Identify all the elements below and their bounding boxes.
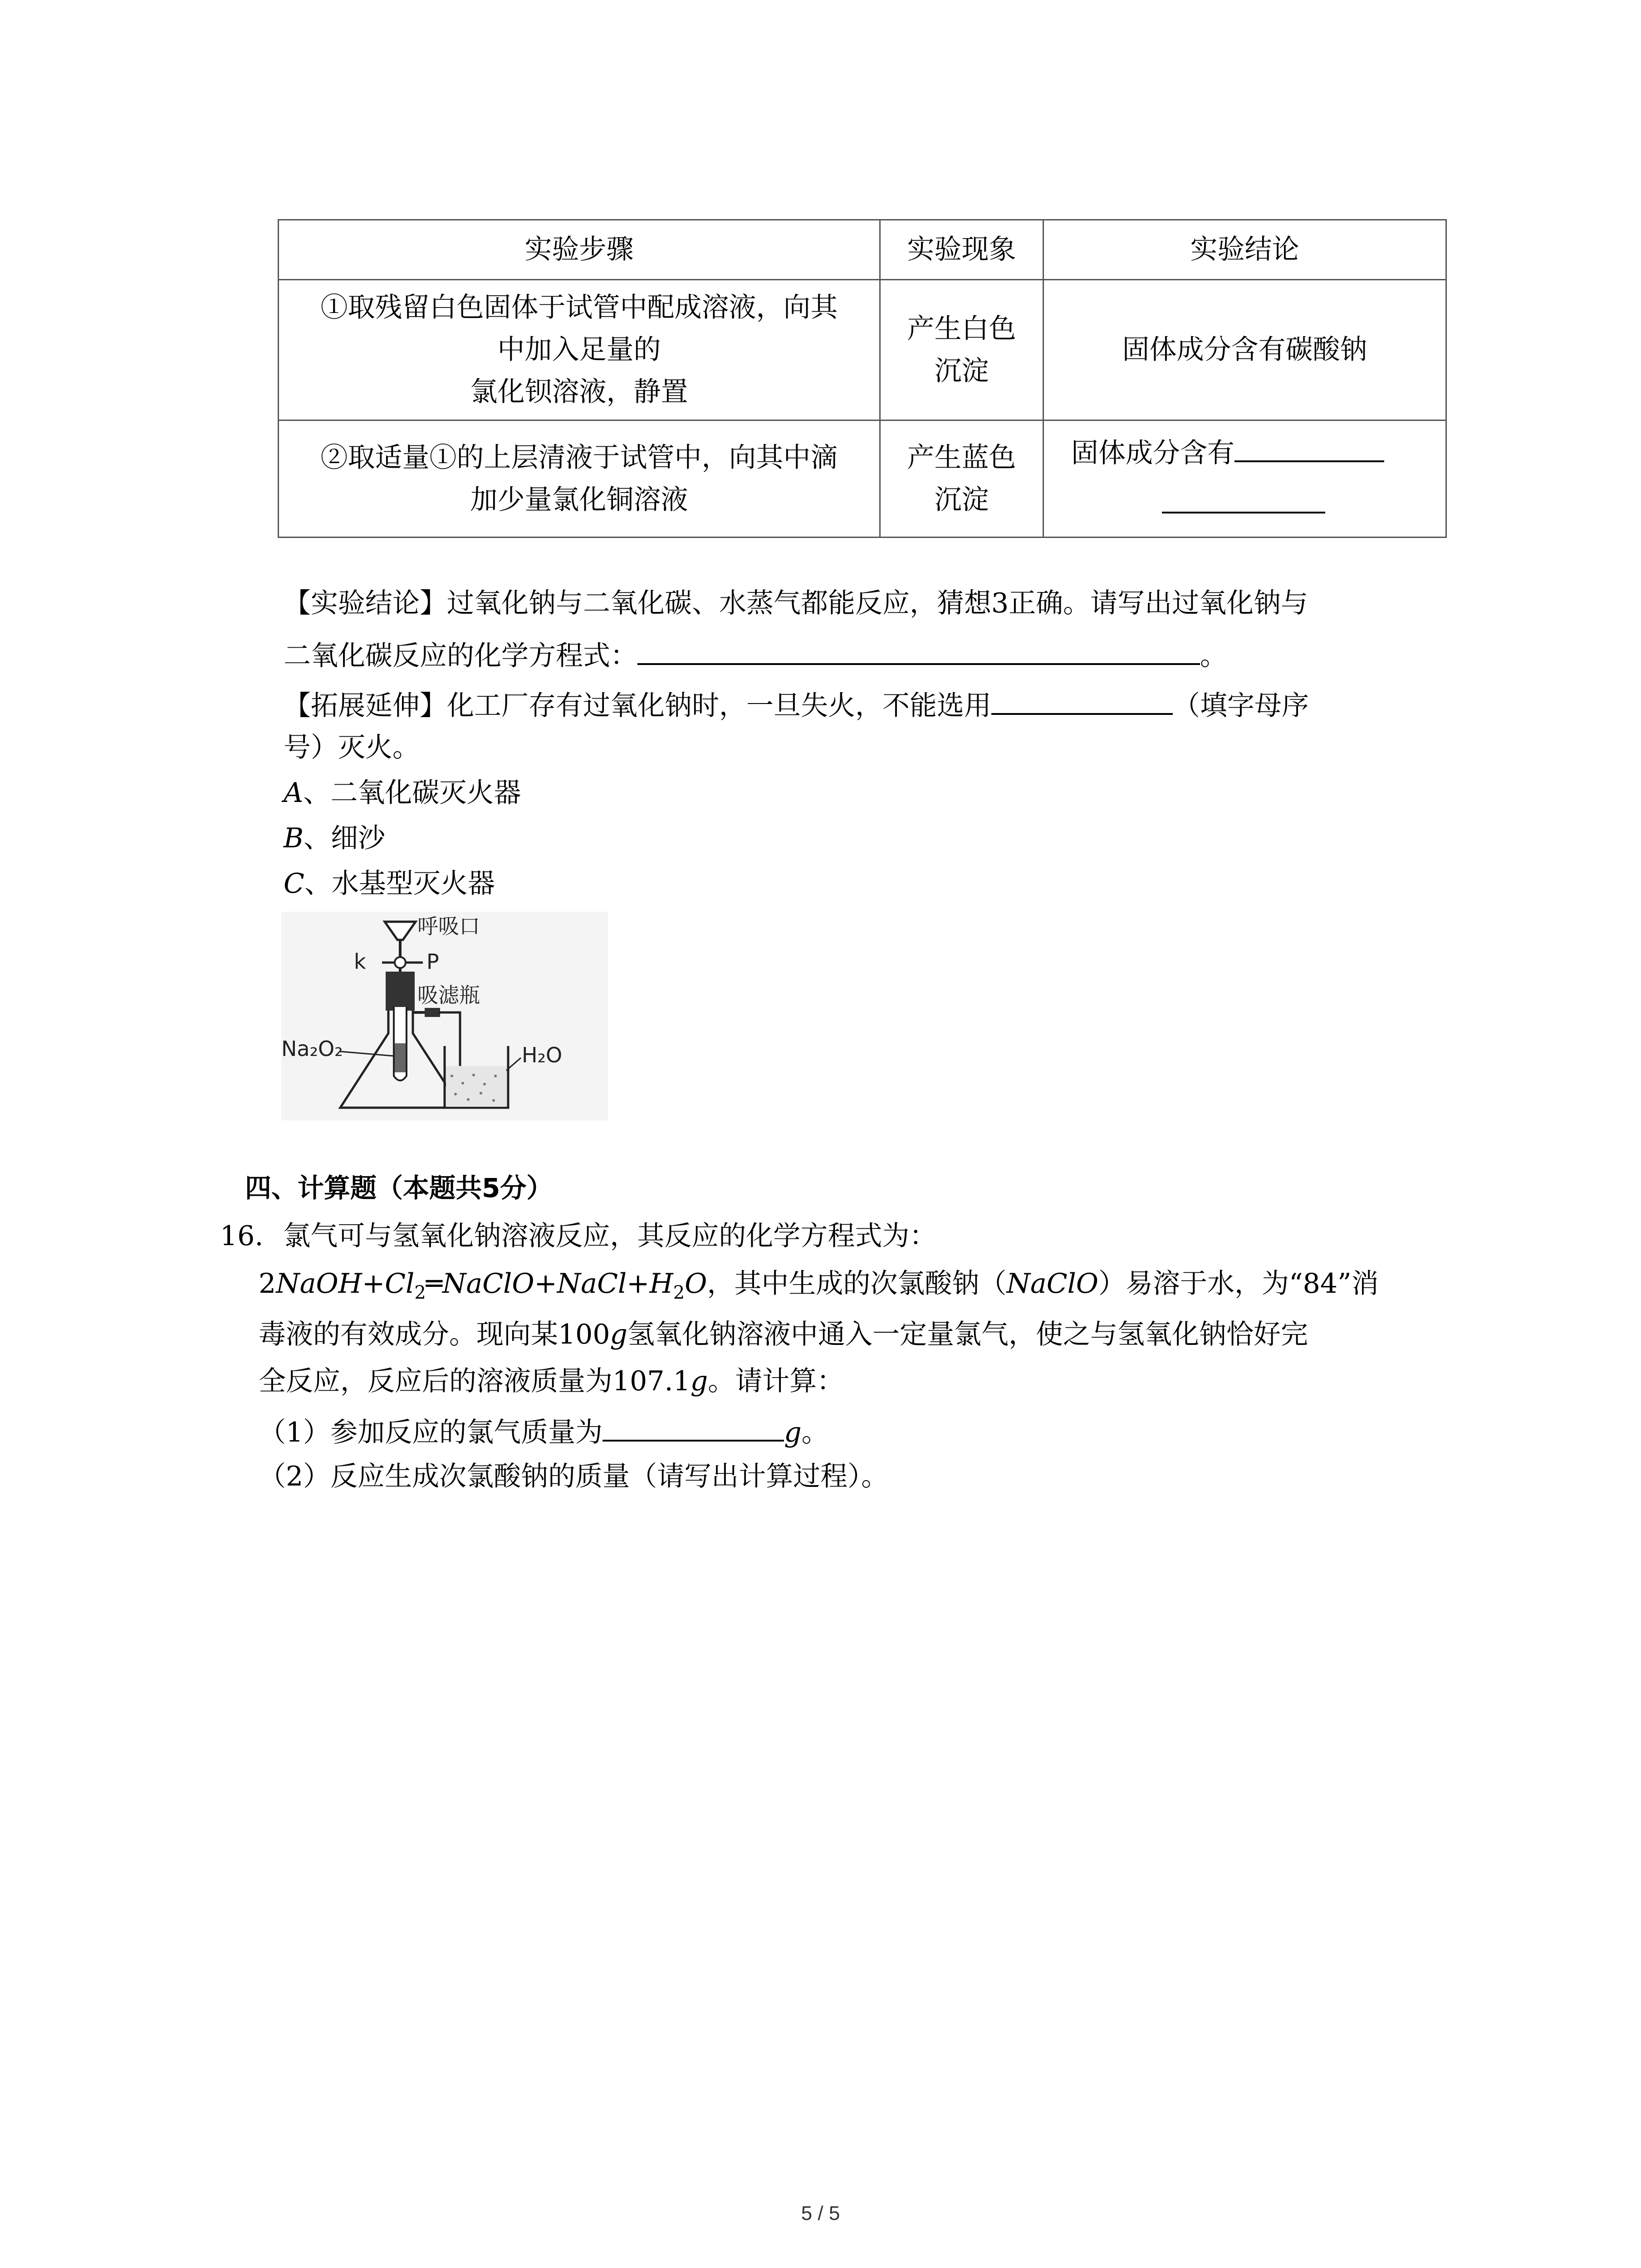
eq-h: H [649,1268,673,1300]
label-mouth: 呼吸口 [417,914,480,938]
extension-line1-prefix: 【拓展延伸】化工厂存有过氧化钠时，一旦失火，不能选用 [284,690,991,722]
conclusion-line2-prefix: 二氧化碳反应的化学方程式： [284,640,637,672]
conclusion-line2 [284,639,1227,670]
answer-blank[interactable] [637,639,1200,665]
eq-h-sub: 2 [673,1282,685,1303]
row2-phenomenon-line2: 沉淀 [934,484,989,516]
conclusion-line1: 【实验结论】过氧化钠与二氧化碳、水蒸气都能反应，猜想3正确。请写出过氧化钠与 [284,587,1308,619]
option-c-text: 、水基型灭火器 [304,868,495,899]
unit-g: g [784,1417,802,1448]
q16-number: 16. [220,1220,264,1252]
header-step: 实验步骤 [279,220,880,280]
q16-line1 [220,1222,936,1250]
unit-g: g [610,1319,627,1350]
stopper [386,972,415,1011]
q16-line3-b: 氢氧化钠溶液中通入一定量氯气，使之与氢氧化钠恰好完 [627,1319,1308,1350]
row1-phenomenon-line1: 产生白色 [907,313,1016,345]
row2-phenomenon [880,420,1043,538]
eq-nacl: NaCl [557,1268,627,1300]
page-number: 5 / 5 [801,2202,840,2224]
q16-sub1 [259,1415,829,1446]
header-conclusion: 实验结论 [1043,220,1446,280]
label-flask: 吸滤瓶 [417,983,480,1007]
row1-phenomenon [880,280,1043,420]
answer-blank[interactable] [1234,460,1384,462]
option-b [284,822,386,854]
option-b-text: 、细沙 [304,822,386,854]
na2o2-solid [395,1043,406,1072]
q16-line3 [259,1321,1308,1348]
q16-line2 [259,1270,1379,1302]
q16-sub1-end: 。 [801,1417,829,1448]
label-na2o2: Na₂O₂ [281,1036,343,1061]
valve-knob [395,957,406,968]
eq-plus: + [362,1268,385,1300]
row2-step-line1: ②取适量①的上层清液于试管中，向其中滴 [320,441,838,474]
q16-line1-text: 氯气可与氢氧化钠溶液反应，其反应的化学方程式为： [283,1220,937,1252]
extension-line2: 号）灭火。 [284,732,420,763]
extension-line1-suffix: （填字母序 [1173,690,1309,722]
option-c-letter: C [284,868,304,899]
table-row [279,420,1446,538]
eq-cl-sub: 2 [414,1282,426,1303]
row1-phenomenon-line2: 沉淀 [934,355,989,387]
table-row [279,280,1446,420]
q16-line4-a: 全反应，反应后的溶液质量为107.1 [259,1365,691,1397]
eq-arrow: ═ [426,1268,442,1300]
answer-blank[interactable] [991,689,1173,715]
extension-line1 [284,689,1309,722]
q16-line4-b: 。请计算： [708,1365,844,1397]
label-h2o: H₂O [522,1043,563,1067]
eq-o: O [685,1268,707,1300]
row2-conclusion [1043,420,1446,538]
row1-conclusion: 固体成分含有碳酸钠 [1043,280,1446,420]
unit-g: g [690,1365,708,1397]
q16-sub1-prefix: （1）参加反应的氯气质量为 [259,1417,603,1448]
row2-step [279,420,880,538]
eq-coefficient: 2 [259,1268,276,1300]
eq-naoh: NaOH [276,1268,362,1300]
q16-sub2: （2）反应生成次氯酸钠的质量（请写出计算过程）。 [259,1461,889,1492]
row2-step-line2: 加少量氯化铜溶液 [470,484,688,516]
row1-step-line2: 中加入足量的 [497,334,661,366]
experiment-table [278,219,1447,538]
table-header-row [279,220,1446,280]
row2-phenomenon-line1: 产生蓝色 [907,441,1016,474]
q16-line4 [259,1365,844,1397]
apparatus-figure [281,912,608,1120]
option-a-letter: A [284,777,304,809]
q16-line2-mid: ，其中生成的次氯酸钠（ [707,1268,1007,1300]
q16-line3-a: 毒液的有效成分。现向某100 [259,1319,610,1350]
row1-step [279,280,880,420]
eq-plus: + [627,1268,650,1300]
option-a [284,779,521,807]
eq-cl: Cl [385,1268,415,1300]
apparatus-diagram [281,912,608,1120]
answer-blank[interactable] [1162,494,1325,513]
q16-naclo: NaClO [1006,1268,1098,1300]
q16-line2-end: ）易溶于水，为“84”消 [1098,1268,1379,1300]
option-b-letter: B [284,822,304,854]
label-p: P [426,949,439,974]
row1-step-line1: ①取残留白色固体于试管中配成溶液，向其 [320,292,838,323]
option-a-text: 、二氧化碳灭火器 [303,777,521,809]
water [446,1066,507,1107]
answer-blank[interactable] [603,1415,784,1442]
section4-title: 四、计算题（本题共5分） [245,1173,553,1203]
eq-naclo: NaClO [442,1268,534,1300]
row1-step-line3: 氯化钡溶液，静置 [470,376,688,408]
option-c [284,870,495,897]
header-phenomenon: 实验现象 [880,220,1043,280]
eq-plus: + [534,1268,557,1300]
label-k: k [354,949,366,974]
conclusion-line2-suffix: 。 [1200,640,1227,672]
rubber-tube [425,1008,440,1017]
row2-conclusion-text: 固体成分含有 [1071,437,1234,469]
